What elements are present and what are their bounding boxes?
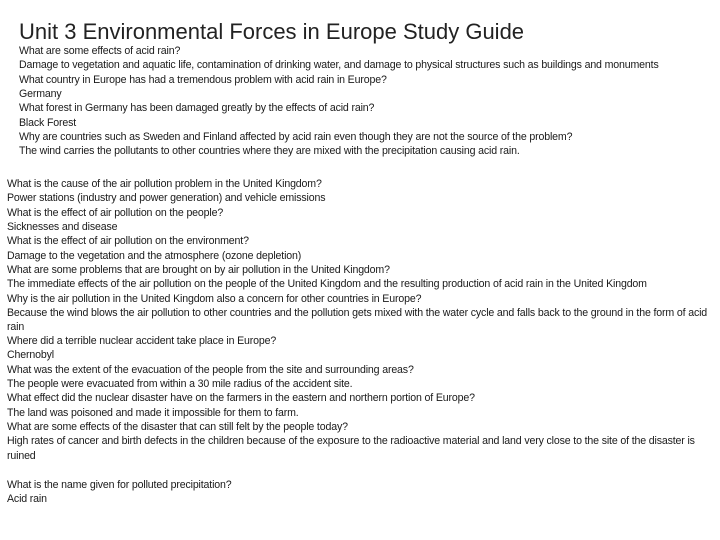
answer-line: The wind carries the pollutants to other countries where they are mixed with the precipitation causing acid rain. [19, 145, 520, 158]
question-line: What is the effect of air pollution on the environment? [7, 235, 249, 248]
answer-line: The immediate effects of the air pollution on the people of the United Kingdom and the resulting production of acid rain in the United Kingdom [7, 278, 647, 291]
precipitation-section [7, 478, 715, 507]
question-line: Where did a terrible nuclear accident take place in Europe? [7, 335, 277, 347]
question-line: What is the name given for polluted precipitation? [7, 479, 232, 491]
answer-line: Damage to vegetation and aquatic life, contamination of drinking water, and damage to physical structures such as buildings and monuments [19, 59, 659, 72]
question-line: What country in Europe has had a tremendous problem with acid rain in Europe? [19, 73, 387, 86]
page-title: Unit 3 Environmental Forces in Europe Study Guide [19, 19, 525, 44]
question-line: What are some effects of acid rain? [19, 45, 181, 57]
acid-rain-section [19, 44, 719, 159]
question-line: Why is the air pollution in the United Kingdom also a concern for other countries in Europe? [7, 292, 422, 305]
answer-line: Germany [19, 88, 62, 101]
question-line: What are some problems that are brought on by air pollution in the United Kingdom? [7, 264, 390, 277]
answer-line: Power stations (industry and power generation) and vehicle emissions [7, 192, 326, 205]
question-line: What effect did the nuclear disaster have on the farmers in the eastern and northern portion of Europe? [7, 392, 475, 405]
air-pollution-section [7, 177, 715, 335]
question-line: Why are countries such as Sweden and Finland affected by acid rain even though they are not the source of the problem? [19, 131, 573, 144]
question-line: What are some effects of the disaster that can still felt by the people today? [7, 421, 348, 434]
answer-line: Chernobyl [7, 349, 54, 362]
question-line: What is the effect of air pollution on the people? [7, 206, 224, 219]
answer-line: High rates of cancer and birth defects in the children because of the exposure to the radioactive material and land very close to the site of the disaster is ruined [7, 435, 695, 462]
question-line: What forest in Germany has been damaged greatly by the effects of acid rain? [19, 102, 375, 115]
answer-line: The land was poisoned and made it impossible for them to farm. [7, 406, 299, 419]
nuclear-accident-section [7, 334, 715, 463]
answer-line: Sicknesses and disease [7, 221, 118, 234]
question-line: What was the extent of the evacuation of the people from the site and surrounding areas? [7, 363, 414, 376]
question-line: What is the cause of the air pollution problem in the United Kingdom? [7, 178, 322, 190]
answer-line: The people were evacuated from within a 30 mile radius of the accident site. [7, 378, 353, 391]
answer-line: Because the wind blows the air pollution to other countries and the pollution gets mixed with the water cycle and falls back to the ground in the form of acid rain [7, 307, 708, 334]
answer-line: Black Forest [19, 116, 77, 129]
answer-line: Damage to the vegetation and the atmosphere (ozone depletion) [7, 249, 302, 262]
answer-line: Acid rain [7, 493, 47, 506]
